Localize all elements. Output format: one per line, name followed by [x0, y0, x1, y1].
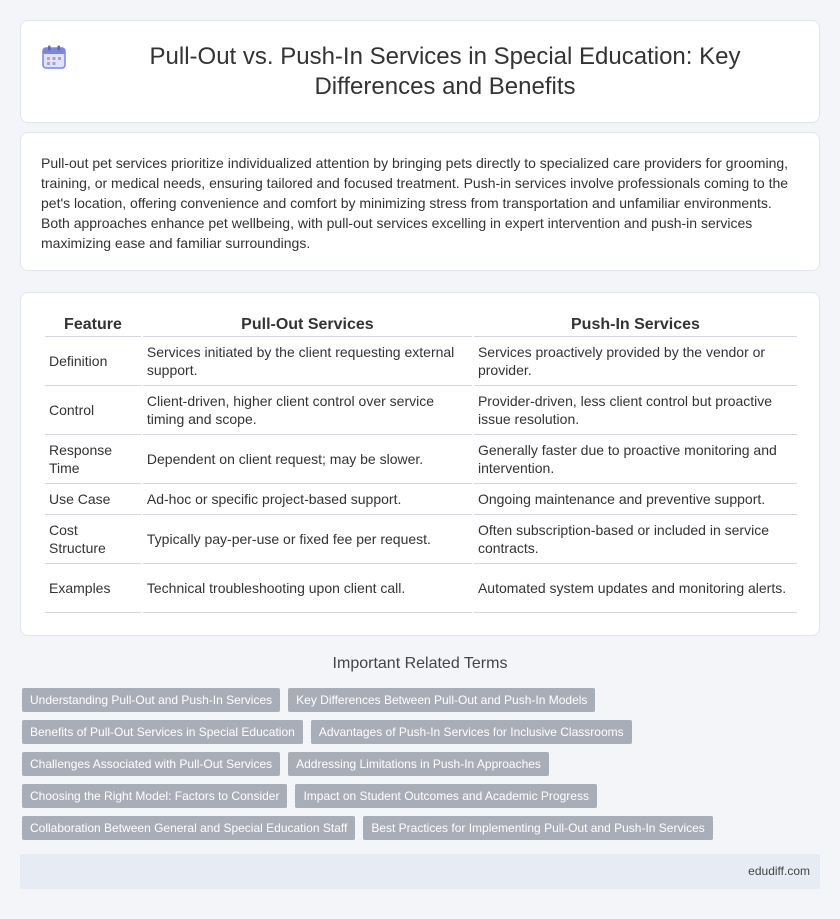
- related-term-tag[interactable]: Key Differences Between Pull-Out and Push-In Models: [288, 688, 595, 712]
- related-term-tag[interactable]: Addressing Limitations in Push-In Approaches: [288, 752, 549, 776]
- related-term-tag[interactable]: Benefits of Pull-Out Services in Special Education: [22, 720, 303, 744]
- page-title: Pull-Out vs. Push-In Services in Special Education: Key Differences and Benefits: [149, 42, 741, 100]
- pull-out-cell: Client-driven, higher client control over service timing and scope.: [143, 386, 472, 435]
- push-in-cell: Provider-driven, less client control but proactive issue resolution.: [474, 386, 797, 435]
- header-card: [20, 20, 820, 123]
- related-terms-title: Important Related Terms: [332, 655, 508, 672]
- table-row: [45, 564, 797, 613]
- calendar-icon: [41, 44, 67, 70]
- feature-cell: Definition: [45, 337, 141, 386]
- header-pull-out: Pull-Out Services: [143, 313, 472, 337]
- table-row: [45, 337, 797, 386]
- header: [41, 42, 799, 102]
- header-feature: Feature: [45, 313, 141, 337]
- feature-cell: Use Case: [45, 484, 141, 515]
- pull-out-cell: Typically pay-per-use or fixed fee per request.: [143, 515, 472, 564]
- related-term-tag[interactable]: Understanding Pull-Out and Push-In Services: [22, 688, 280, 712]
- table-row: [45, 386, 797, 435]
- table-row: [45, 484, 797, 515]
- intro-paragraph: Pull-out pet services prioritize individualized attention by bringing pets directly to specialized care providers for grooming, training, or medical needs, ensuring tailored and focused treatment. Push-in services involve professionals coming to the pet's location, offering convenience and comfort by minimizing stress from transportation and unfamiliar environments. Both approaches enhance pet wellbeing, with pull-out services excelling in expert intervention and push-in services maximizing ease and familiar surroundings.: [41, 155, 789, 251]
- feature-cell: Cost Structure: [45, 515, 141, 564]
- comparison-card: [20, 292, 820, 636]
- related-term-tag[interactable]: Choosing the Right Model: Factors to Consider: [22, 784, 287, 808]
- related-term-tag[interactable]: Collaboration Between General and Special Education Staff: [22, 816, 355, 840]
- push-in-cell: Services proactively provided by the vendor or provider.: [474, 337, 797, 386]
- push-in-cell: Often subscription-based or included in service contracts.: [474, 515, 797, 564]
- related-terms-list: [22, 688, 822, 840]
- table-header-row: [45, 313, 797, 337]
- push-in-cell: Generally faster due to proactive monitoring and intervention.: [474, 435, 797, 484]
- pull-out-cell: Ad-hoc or specific project-based support.: [143, 484, 472, 515]
- table-row: [45, 435, 797, 484]
- intro-card: [20, 132, 820, 271]
- related-term-tag[interactable]: Impact on Student Outcomes and Academic Progress: [295, 784, 596, 808]
- pull-out-cell: Technical troubleshooting upon client call.: [143, 564, 472, 613]
- header-push-in: Push-In Services: [474, 313, 797, 337]
- table-row: [45, 515, 797, 564]
- feature-cell: Examples: [45, 564, 141, 613]
- footer: [20, 854, 820, 889]
- pull-out-cell: Dependent on client request; may be slower.: [143, 435, 472, 484]
- feature-cell: Response Time: [45, 435, 141, 484]
- comparison-table: [43, 313, 799, 613]
- push-in-cell: Automated system updates and monitoring alerts.: [474, 564, 797, 613]
- feature-cell: Control: [45, 386, 141, 435]
- footer-site-link[interactable]: edudiff.com: [748, 864, 810, 878]
- related-term-tag[interactable]: Challenges Associated with Pull-Out Services: [22, 752, 280, 776]
- push-in-cell: Ongoing maintenance and preventive support.: [474, 484, 797, 515]
- related-term-tag[interactable]: Advantages of Push-In Services for Inclusive Classrooms: [311, 720, 632, 744]
- pull-out-cell: Services initiated by the client requesting external support.: [143, 337, 472, 386]
- related-term-tag[interactable]: Best Practices for Implementing Pull-Out and Push-In Services: [363, 816, 712, 840]
